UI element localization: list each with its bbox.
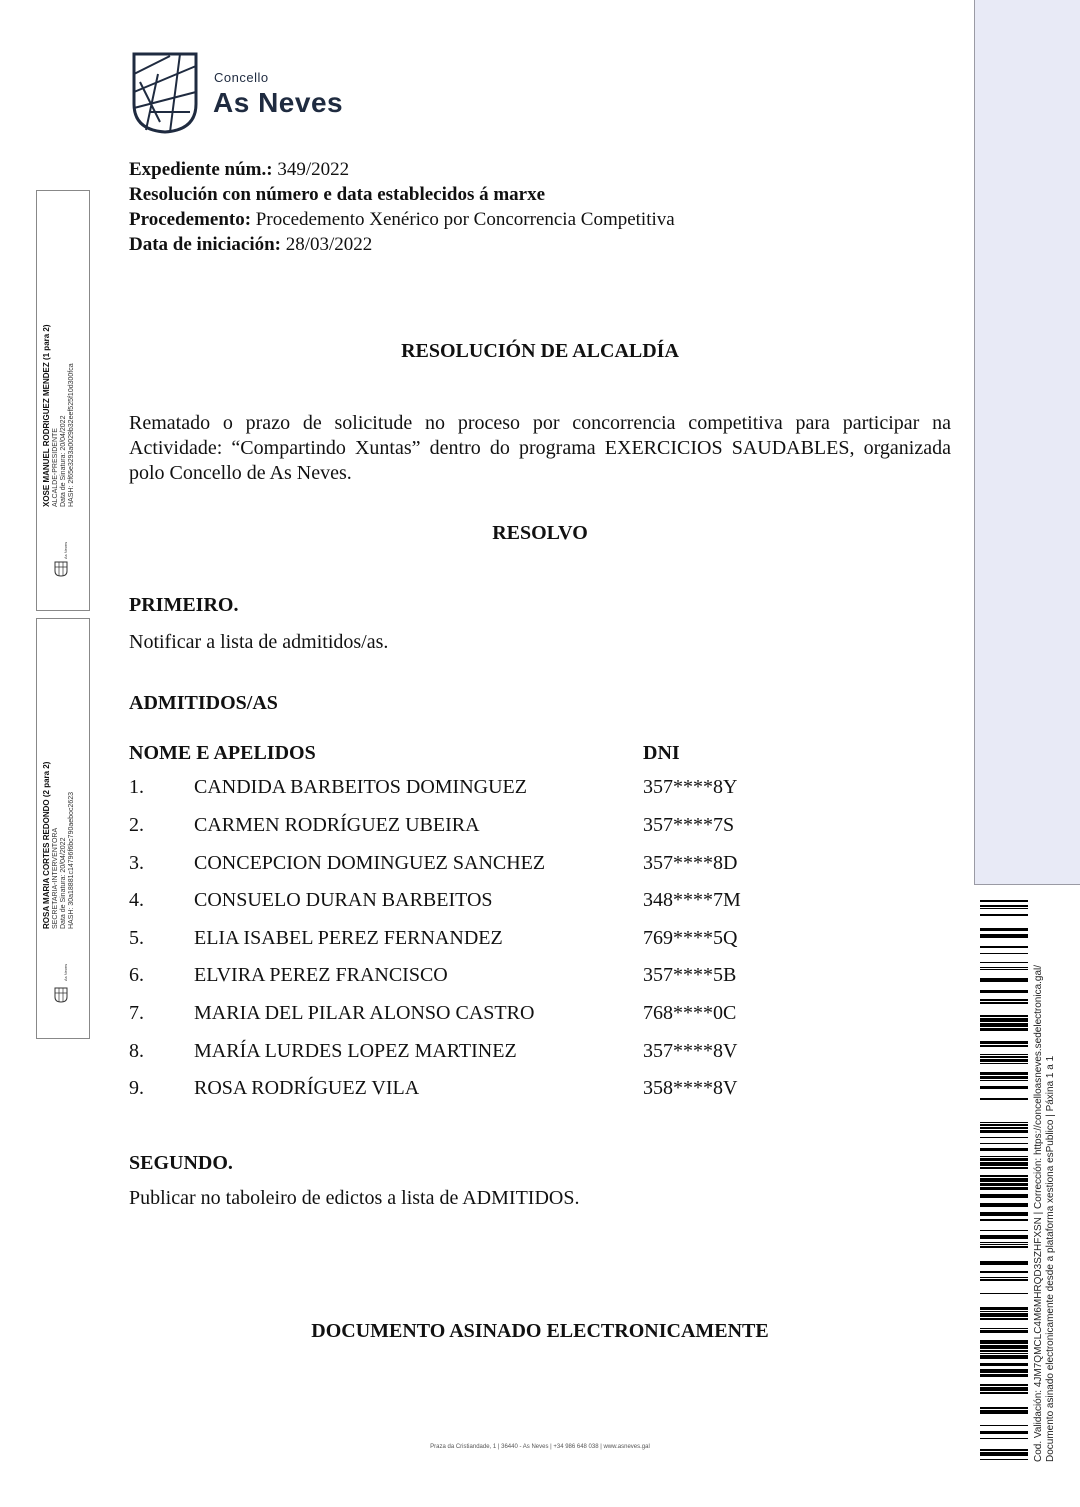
signature-date: Data de Sinatura: 20/04/2022 [60,837,67,929]
row-name: ROSA RODRÍGUEZ VILA [194,1077,420,1099]
signature-hash: HASH: 30a18881c14796f6bc790aeboc2623 [68,791,75,929]
logo-emblem-icon [130,52,200,134]
column-header-dni: DNI [643,742,680,764]
row-number: 2. [129,814,144,836]
table-row [129,1040,829,1070]
row-number: 5. [129,927,144,949]
resolvo-heading: RESOLVO [492,522,588,544]
procedemento-value: Procedemento Xenérico por Concorrencia Competitiva [255,209,675,230]
footer-address: Praza da Cristiandade, 1 | 36440 - As Neves | +34 986 648 038 | www.asneves.gal [430,1444,650,1450]
row-dni: 357****8D [643,852,738,874]
table-row [129,852,829,882]
row-number: 4. [129,889,144,911]
table-row [129,1077,829,1107]
signed-notice: DOCUMENTO ASINADO ELECTRONICAMENTE [311,1320,769,1342]
validation-side-panel [974,0,1080,885]
seal-text: As Neves [63,963,68,981]
row-name: CANDIDA BARBEITOS DOMINGUEZ [194,776,527,798]
row-name: CONCEPCION DOMINGUEZ SANCHEZ [194,852,546,874]
segundo-heading: SEGUNDO. [129,1152,233,1174]
row-dni: 357****8Y [643,776,738,798]
row-number: 7. [129,1002,144,1024]
table-row [129,1002,829,1032]
data-iniciacion-value: 28/03/2022 [285,234,373,255]
expediente-line: Expediente núm.: 349/2022 [129,159,350,180]
signature-date: Data de Sinatura: 20/04/2022 [60,415,67,507]
table-row [129,814,829,844]
column-header-name: NOME E APELIDOS [129,742,316,764]
table-row [129,927,829,957]
barcode-icon [980,900,1028,1460]
signer-name: XOSE MANUEL RODRIGUEZ MENDEZ (1 para 2) [42,324,51,507]
table-row [129,964,829,994]
table-row [129,776,829,806]
row-name: ELIA ISABEL PEREZ FERNANDEZ [194,927,503,949]
segundo-text: Publicar no taboleiro de edictos a lista de ADMITIDOS. [129,1187,580,1209]
row-name: MARÍA LURDES LOPEZ MARTINEZ [194,1040,517,1062]
row-dni: 348****7M [643,889,741,911]
admitidos-heading: ADMITIDOS/AS [129,692,278,714]
row-name: CONSUELO DURAN BARBEITOS [194,889,493,911]
row-name: ELVIRA PEREZ FRANCISCO [194,964,448,986]
intro-paragraph: Rematado o prazo de solicitude no proceso por concorrencia competitiva para participar na Actividade: “Compartindo Xuntas” dentro do programa EXERCICIOS SAUDABLES, organizada polo Concello de As Neves. [129,412,951,484]
seal-text: As Neves [63,541,68,559]
row-number: 1. [129,776,144,798]
row-dni: 357****5B [643,964,737,986]
concello-logo [130,52,370,136]
validation-platform-text: Documento asinado electronicamente desde a plataforma xestiona esPublico | Páxina 1 a 1 [1045,1055,1056,1462]
signature-hash: HASH: 2f65e3293a0029b32eef525f10d300fca [68,363,75,507]
expediente-value: 349/2022 [277,159,350,180]
seal-emblem-icon [54,987,68,1003]
logo-top-text: Concello [214,70,269,85]
row-dni: 357****8V [643,1040,738,1062]
procedemento-line: Procedemento: Procedemento Xenérico por Concorrencia Competitiva [129,209,675,230]
resolucion-line: Resolución con número e data establecidos á marxe [129,184,546,205]
document-title: RESOLUCIÓN DE ALCALDÍA [401,340,679,362]
validation-code-text: Cod. Validación: 4JM7QMCLC4M6MHRQD3SZHFXSN | Corrección: https://concelloasneves.sedelectronica.gal/ [1033,964,1044,1462]
row-number: 3. [129,852,144,874]
row-number: 8. [129,1040,144,1062]
row-dni: 768****0C [643,1002,737,1024]
signature-box-2 [36,618,90,1039]
signer-role: SECRETARIA-INTERVENTORA [52,827,59,929]
row-number: 9. [129,1077,144,1099]
signature-box-1 [36,190,90,611]
row-name: MARIA DEL PILAR ALONSO CASTRO [194,1002,535,1024]
primeiro-heading: PRIMEIRO. [129,594,239,616]
row-dni: 358****8V [643,1077,738,1099]
seal-emblem-icon [54,561,68,577]
row-dni: 357****7S [643,814,735,836]
row-number: 6. [129,964,144,986]
row-dni: 769****5Q [643,927,738,949]
primeiro-text: Notificar a lista de admitidos/as. [129,631,389,653]
signer-role: ALCALDE-PRESIDENTE [52,428,59,507]
signer-name: ROSA MARIA CORTES REDONDO (2 para 2) [42,761,51,929]
row-name: CARMEN RODRÍGUEZ UBEIRA [194,814,480,836]
data-iniciacion-line: Data de iniciación: 28/03/2022 [129,234,373,255]
logo-name: As Neves [213,87,344,118]
table-row [129,889,829,919]
